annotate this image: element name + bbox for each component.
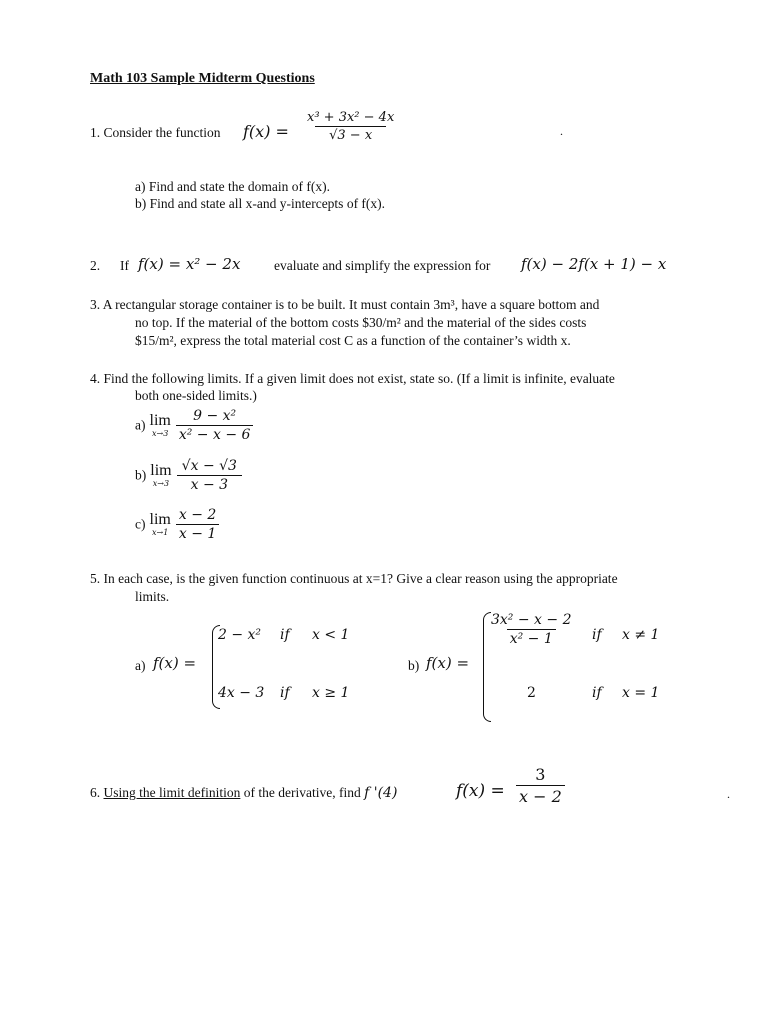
q4-b-denominator: x − 3: [177, 475, 242, 493]
q4-limit-c: [135, 507, 219, 542]
q2-number: 2.: [90, 258, 101, 273]
q4-a-lim-word: lim: [149, 412, 171, 429]
q6-numerator: 3: [535, 765, 546, 784]
q5-b-case1-den: x² − 1: [507, 629, 556, 647]
q4-a-label: a): [135, 417, 146, 433]
q5-line-1: 5. In each case, is the given function continuous at x=1? Give a clear reason using the appropriate: [90, 571, 618, 586]
q4-line-2: both one-sided limits.): [135, 388, 257, 403]
q6-rest: of the derivative, find: [243, 785, 361, 800]
q6-denominator: x − 2: [516, 785, 565, 806]
q4-limit-a: [135, 408, 253, 443]
q4-c-label: c): [135, 516, 146, 532]
q5-a-case1-if: if: [280, 627, 290, 643]
q5-a-case2-expr: 4x − 3: [218, 685, 265, 701]
q2-expression: f(x) − 2f(x + 1) − x: [521, 255, 667, 273]
q5-a-func: f(x) =: [153, 654, 197, 672]
stray-dot-1: .: [560, 124, 563, 138]
q3-line-3: $15/m², express the total material cost C as a function of the container’s width x.: [135, 333, 571, 348]
q4-limit-b: [135, 458, 242, 493]
q6-line: [90, 784, 397, 802]
q6-func: f(x) =: [456, 781, 505, 801]
q5-line-2: limits.: [135, 589, 170, 604]
q6-underlined-phrase: Using the limit definition: [103, 785, 241, 800]
q2-middle-text: evaluate and simplify the expression for: [274, 258, 491, 273]
q5-a-case2-cond: x ≥ 1: [312, 685, 350, 701]
q3-line-2: no top. If the material of the bottom costs $30/m² and the material of the sides costs: [135, 315, 587, 330]
q1-part-b: b) Find and state all x-and y-intercepts of f(x).: [135, 196, 386, 211]
q4-line-1: 4. Find the following limits. If a given limit does not exist, state so. (If a limit is infinite, evaluate: [90, 371, 615, 386]
q1-fraction: [304, 110, 397, 143]
q1-part-a: a) Find and state the domain of f(x).: [135, 179, 330, 194]
q4-b-label: b): [135, 467, 147, 483]
page-title: Math 103 Sample Midterm Questions: [90, 71, 315, 86]
q4-a-numerator: 9 − x²: [193, 408, 237, 424]
q4-c-numerator: x − 2: [178, 507, 217, 523]
q5-b-case2-if: if: [592, 685, 602, 701]
q1-numerator: x³ + 3x² − 4x: [307, 110, 395, 125]
q5-a-case1-expr: 2 − x²: [218, 627, 262, 643]
stray-dot-2: .: [727, 787, 730, 801]
q6-fraction: [516, 765, 565, 806]
q4-c-lim-word: lim: [149, 511, 171, 528]
q2-if: If: [120, 258, 129, 273]
q4-b-lim-word: lim: [150, 462, 172, 479]
q5-b-func: f(x) =: [426, 654, 470, 672]
q1-denominator: √3 − x: [315, 126, 386, 143]
q4-b-numerator: √x − √3: [181, 458, 237, 474]
q5-b-case1-num: 3x² − x − 2: [491, 612, 572, 628]
q5-b-case2-cond: x = 1: [622, 685, 660, 701]
q4-c-denominator: x − 1: [176, 524, 219, 542]
q1-prefix: 1. Consider the function: [90, 125, 221, 140]
q5-a-label: a): [135, 658, 146, 673]
q4-a-lim-sub: x→3: [152, 429, 169, 438]
q4-a-denominator: x² − x − 6: [176, 425, 254, 443]
q5-a-case1-cond: x < 1: [312, 627, 350, 643]
q5-a-case2-if: if: [280, 685, 290, 701]
q5-b-case1-if: if: [592, 627, 602, 643]
q5-b-case1-fraction: [488, 612, 574, 647]
q3-line-1: 3. A rectangular storage container is to be built. It must contain 3m³, have a square bottom and: [90, 297, 600, 312]
q5-b-case2-expr: 2: [527, 685, 536, 701]
q4-c-lim-sub: x→1: [152, 528, 169, 537]
q1-func: f(x) =: [243, 122, 289, 141]
q6-prefix: 6.: [90, 785, 101, 800]
q2-definition: f(x) = x² − 2x: [138, 255, 241, 273]
q6-derivative: f '(4): [364, 785, 398, 801]
q5-b-label: b): [408, 658, 420, 673]
q5-b-case1-cond: x ≠ 1: [622, 627, 660, 643]
q4-b-lim-sub: x→3: [152, 479, 170, 488]
